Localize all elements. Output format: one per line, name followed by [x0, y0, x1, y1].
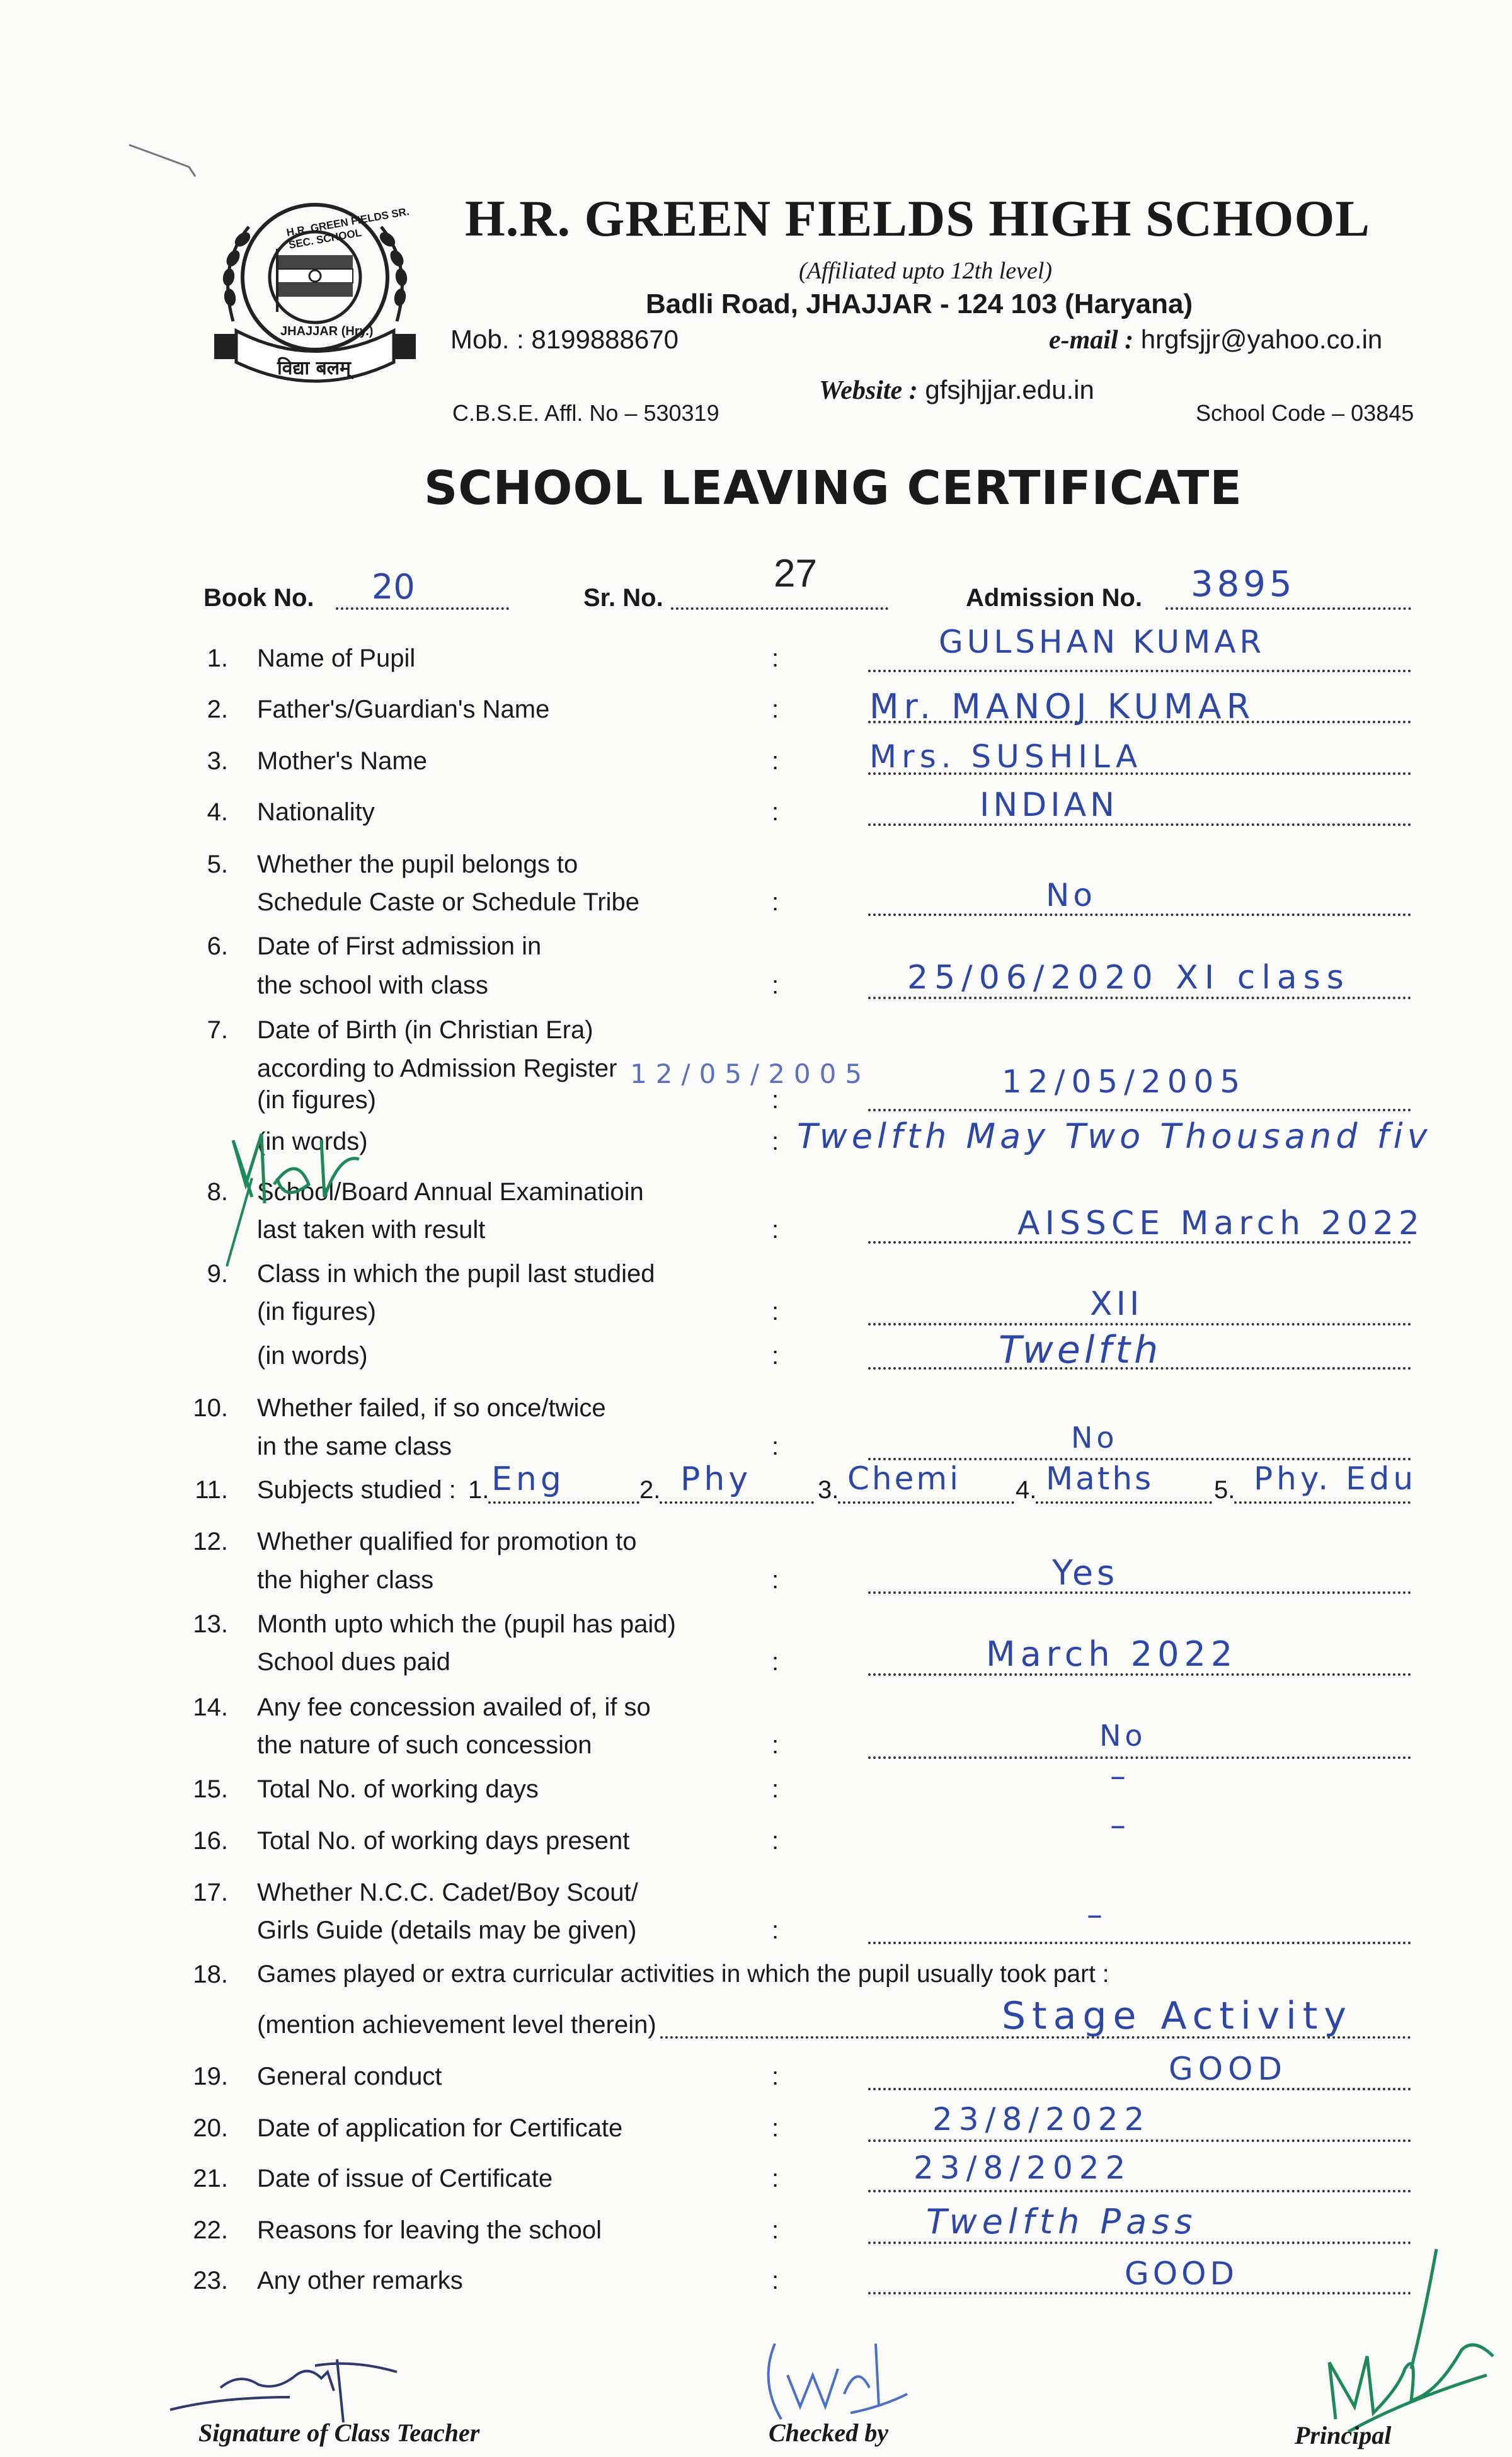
field-1-number: 1. — [207, 644, 228, 672]
field-2-label: Father's/Guardian's Name — [257, 696, 550, 723]
field-6-label: Date of First admission in — [257, 932, 542, 960]
field-6-number: 6. — [207, 932, 228, 960]
field-17-colon: : — [772, 1916, 779, 1944]
field-5-dots — [868, 914, 1411, 916]
certificate-title: SCHOOL LEAVING CERTIFICATE — [424, 461, 1242, 515]
subject-1-dots — [488, 1501, 639, 1504]
field-2-number: 2. — [207, 696, 228, 723]
field-18-label: Games played or extra curricular activities in which the pupil usually took part : — [257, 1961, 1109, 1988]
admission-no-label: Admission No. — [966, 584, 1143, 612]
field-10-colon: : — [772, 1433, 779, 1460]
field-1-value: GULSHAN KUMAR — [939, 624, 1266, 660]
field-7-sub-figures: (in figures) — [257, 1086, 376, 1114]
email-address: hrgfsjjr@yahoo.co.in — [1140, 324, 1383, 354]
subject-4-dots — [1036, 1501, 1212, 1504]
field-10-label-2: in the same class — [257, 1433, 452, 1460]
field-19-colon: : — [772, 2063, 779, 2090]
field-20-value: 23/8/2022 — [932, 2101, 1151, 2138]
website-label: Website : — [819, 376, 918, 405]
field-23-value: GOOD — [1125, 2255, 1238, 2292]
field-10-label: Whether failed, if so once/twice — [257, 1394, 606, 1422]
logo-top-text: H.R. GREEN FIELDS SR. SEC. SCHOOL — [285, 205, 410, 251]
field-1-colon: : — [772, 644, 779, 672]
field-9-dots-figures — [868, 1323, 1411, 1326]
subject-2: Phy — [680, 1460, 752, 1498]
field-10-number: 10. — [193, 1394, 228, 1422]
field-10-value: No — [1071, 1421, 1118, 1455]
field-7-sub-words: (in words) — [257, 1128, 368, 1155]
subject-5: Phy. Edu — [1254, 1460, 1418, 1497]
field-18-label-2: (mention achievement level therein) — [257, 2011, 656, 2039]
field-7-colon-figures: : — [772, 1086, 779, 1114]
school-logo — [198, 189, 432, 397]
field-21-label: Date of issue of Certificate — [257, 2165, 553, 2192]
field-12-number: 12. — [193, 1528, 228, 1555]
field-4-number: 4. — [207, 798, 228, 826]
admission-no-dots — [1166, 607, 1411, 610]
field-5-value: No — [1046, 877, 1096, 914]
field-12-value: Yes — [1052, 1553, 1119, 1593]
field-22-value: Twelfth Pass — [926, 2202, 1198, 2242]
field-12-label: Whether qualified for promotion to — [257, 1528, 637, 1555]
mobile-number: Mob. : 8199888670 — [450, 324, 679, 354]
field-17-label: Whether N.C.C. Cadet/Boy Scout/ — [257, 1879, 638, 1906]
field-12-colon: : — [772, 1566, 779, 1594]
field-9-number: 9. — [207, 1260, 228, 1288]
subject-3-dots — [838, 1501, 1014, 1504]
field-8-colon: : — [772, 1216, 779, 1244]
subject-4: Maths — [1046, 1460, 1154, 1497]
admission-no-value: 3895 — [1191, 564, 1296, 605]
subject-3-number: 3. — [818, 1476, 839, 1504]
field-3-number: 3. — [207, 747, 228, 775]
field-15-number: 15. — [193, 1775, 228, 1803]
field-6-value: 25/06/2020 XI class — [907, 959, 1350, 997]
logo-banner-text: विद्या बलम् — [277, 357, 351, 379]
field-19-number: 19. — [193, 2063, 228, 2090]
sr-no-label: Sr. No. — [583, 584, 663, 612]
field-16-number: 16. — [193, 1827, 228, 1855]
field-12-dots — [868, 1591, 1411, 1594]
field-7-dots-figures — [868, 1109, 1411, 1111]
field-9-colon-figures: : — [772, 1298, 779, 1326]
field-15-value: – — [1110, 1758, 1130, 1794]
field-14-value: No — [1099, 1719, 1147, 1753]
sr-no-value: 27 — [774, 552, 817, 595]
field-11-number: 11. — [195, 1476, 228, 1504]
field-3-colon: : — [772, 747, 779, 775]
field-20-number: 20. — [193, 2114, 228, 2142]
field-13-number: 13. — [193, 1610, 228, 1638]
field-2-colon: : — [772, 696, 779, 723]
field-17-dots — [868, 1942, 1411, 1944]
field-23-number: 23. — [193, 2267, 228, 2294]
field-14-label: Any fee concession availed of, if so — [257, 1693, 651, 1721]
field-8-label: School/Board Annual Examinatioin — [257, 1178, 644, 1206]
field-4-dots — [868, 823, 1411, 826]
subject-4-number: 4. — [1016, 1476, 1037, 1504]
field-14-dots — [868, 1756, 1411, 1759]
subject-1-number: 1. — [468, 1476, 490, 1504]
book-no-dots — [336, 607, 509, 610]
field-8-label-2: last taken with result — [257, 1216, 486, 1244]
field-5-number: 5. — [207, 850, 228, 878]
field-17-label-2: Girls Guide (details may be given) — [257, 1916, 637, 1944]
field-19-label: General conduct — [257, 2063, 442, 2090]
field-21-value: 23/8/2022 — [914, 2150, 1132, 2186]
field-17-value: – — [1087, 1896, 1106, 1933]
email-block — [1049, 324, 1382, 355]
principal-label: Principal — [1295, 2421, 1392, 2449]
field-5-label: Whether the pupil belongs to — [257, 850, 578, 878]
school-address: Badli Road, JHAJJAR - 124 103 (Haryana) — [646, 289, 1193, 319]
field-7-label-2: according to Admission Register — [257, 1055, 617, 1082]
subject-3: Chemi — [847, 1460, 961, 1497]
field-22-label: Reasons for leaving the school — [257, 2216, 602, 2244]
field-18-number: 18. — [193, 1961, 228, 1988]
field-9-sub-words: (in words) — [257, 1342, 368, 1370]
field-13-value: March 2022 — [986, 1634, 1238, 1674]
principal-signature — [1310, 2243, 1499, 2432]
school-code: School Code – 03845 — [1196, 400, 1414, 426]
stray-pen-mark — [126, 139, 202, 183]
subject-1: Eng — [491, 1460, 565, 1498]
field-15-label: Total No. of working days — [257, 1775, 539, 1803]
website-block — [819, 375, 1094, 406]
field-9-value-words: Twelfth — [999, 1328, 1162, 1372]
field-9-label: Class in which the pupil last studied — [257, 1260, 655, 1288]
field-14-colon: : — [772, 1731, 779, 1759]
field-13-label: Month upto which the (pupil has paid) — [257, 1610, 676, 1638]
field-8-value: AISSCE March 2022 — [1017, 1205, 1424, 1242]
subject-5-number: 5. — [1214, 1476, 1235, 1504]
field-7-margin-note: 12/05/2005 — [630, 1058, 871, 1089]
subject-5-dots — [1234, 1501, 1411, 1504]
book-no-value: 20 — [372, 567, 415, 607]
field-23-colon: : — [772, 2267, 779, 2294]
email-label: e-mail : — [1049, 326, 1134, 355]
website-url: gfsjhjjar.edu.in — [925, 375, 1094, 404]
sr-no-dots — [671, 607, 888, 610]
cbse-affiliation: C.B.S.E. Affl. No – 530319 — [452, 400, 719, 426]
field-21-colon: : — [772, 2165, 779, 2192]
field-21-dots — [868, 2190, 1411, 2192]
field-9-value-figures: XII — [1090, 1285, 1143, 1323]
field-7-value-words: Twelfth May Two Thousand fiv — [797, 1116, 1432, 1156]
field-4-value: INDIAN — [980, 786, 1119, 824]
field-4-label: Nationality — [257, 798, 375, 826]
field-19-value: GOOD — [1169, 2051, 1287, 2087]
field-5-label-2: Schedule Caste or Schedule Tribe — [257, 888, 640, 916]
field-22-number: 22. — [193, 2216, 228, 2244]
affiliation: (Affiliated upto 12th level) — [799, 258, 1053, 284]
field-17-number: 17. — [193, 1879, 228, 1906]
field-14-number: 14. — [193, 1693, 228, 1721]
field-20-dots — [868, 2139, 1411, 2142]
field-20-colon: : — [772, 2114, 779, 2142]
field-1-dots — [868, 670, 1411, 672]
field-5-colon: : — [772, 888, 779, 916]
field-3-value: Mrs. SUSHILA — [869, 738, 1143, 775]
field-1-label: Name of Pupil — [257, 644, 416, 672]
field-22-colon: : — [772, 2216, 779, 2244]
field-15-colon: : — [772, 1775, 779, 1803]
field-18-value: Stage Activity — [1002, 1994, 1353, 2038]
field-8-number: 8. — [207, 1178, 228, 1206]
field-7-value-figures: 12/05/2005 — [1002, 1063, 1247, 1100]
field-12-label-2: the higher class — [257, 1566, 434, 1594]
field-6-label-2: the school with class — [257, 971, 488, 999]
field-6-dots — [868, 997, 1411, 999]
field-7-number: 7. — [207, 1016, 228, 1044]
field-6-colon: : — [772, 971, 779, 999]
field-16-value: – — [1110, 1807, 1130, 1843]
field-23-label: Any other remarks — [257, 2267, 463, 2294]
checked-by-signature — [756, 2331, 920, 2432]
checked-by-label: Checked by — [769, 2419, 888, 2447]
field-16-colon: : — [772, 1827, 779, 1855]
book-no-label: Book No. — [203, 584, 314, 612]
subject-2-dots — [660, 1501, 814, 1504]
field-21-number: 21. — [193, 2165, 228, 2192]
class-teacher-signature-label: Signature of Class Teacher — [198, 2419, 480, 2447]
field-19-dots — [868, 2088, 1411, 2090]
field-7-colon-words: : — [772, 1128, 779, 1155]
field-9-colon-words: : — [772, 1342, 779, 1370]
logo-bottom-text: JHAJJAR (Hry.) — [280, 324, 374, 338]
field-2-value: Mr. MANOJ KUMAR — [869, 687, 1256, 726]
subject-2-number: 2. — [639, 1476, 661, 1504]
field-16-label: Total No. of working days present — [257, 1827, 630, 1855]
field-13-colon: : — [772, 1648, 779, 1676]
class-teacher-signature — [164, 2353, 403, 2429]
field-20-label: Date of application for Certificate — [257, 2114, 623, 2142]
field-13-label-2: School dues paid — [257, 1648, 450, 1676]
green-initials-mark — [214, 1115, 391, 1279]
school-name: H.R. GREEN FIELDS HIGH SCHOOL — [465, 190, 1370, 247]
field-9-sub-figures: (in figures) — [257, 1298, 376, 1326]
field-11-label: Subjects studied : — [257, 1476, 456, 1504]
field-3-label: Mother's Name — [257, 747, 427, 775]
field-4-colon: : — [772, 798, 779, 826]
field-7-label: Date of Birth (in Christian Era) — [257, 1016, 593, 1044]
field-14-label-2: the nature of such concession — [257, 1731, 592, 1759]
